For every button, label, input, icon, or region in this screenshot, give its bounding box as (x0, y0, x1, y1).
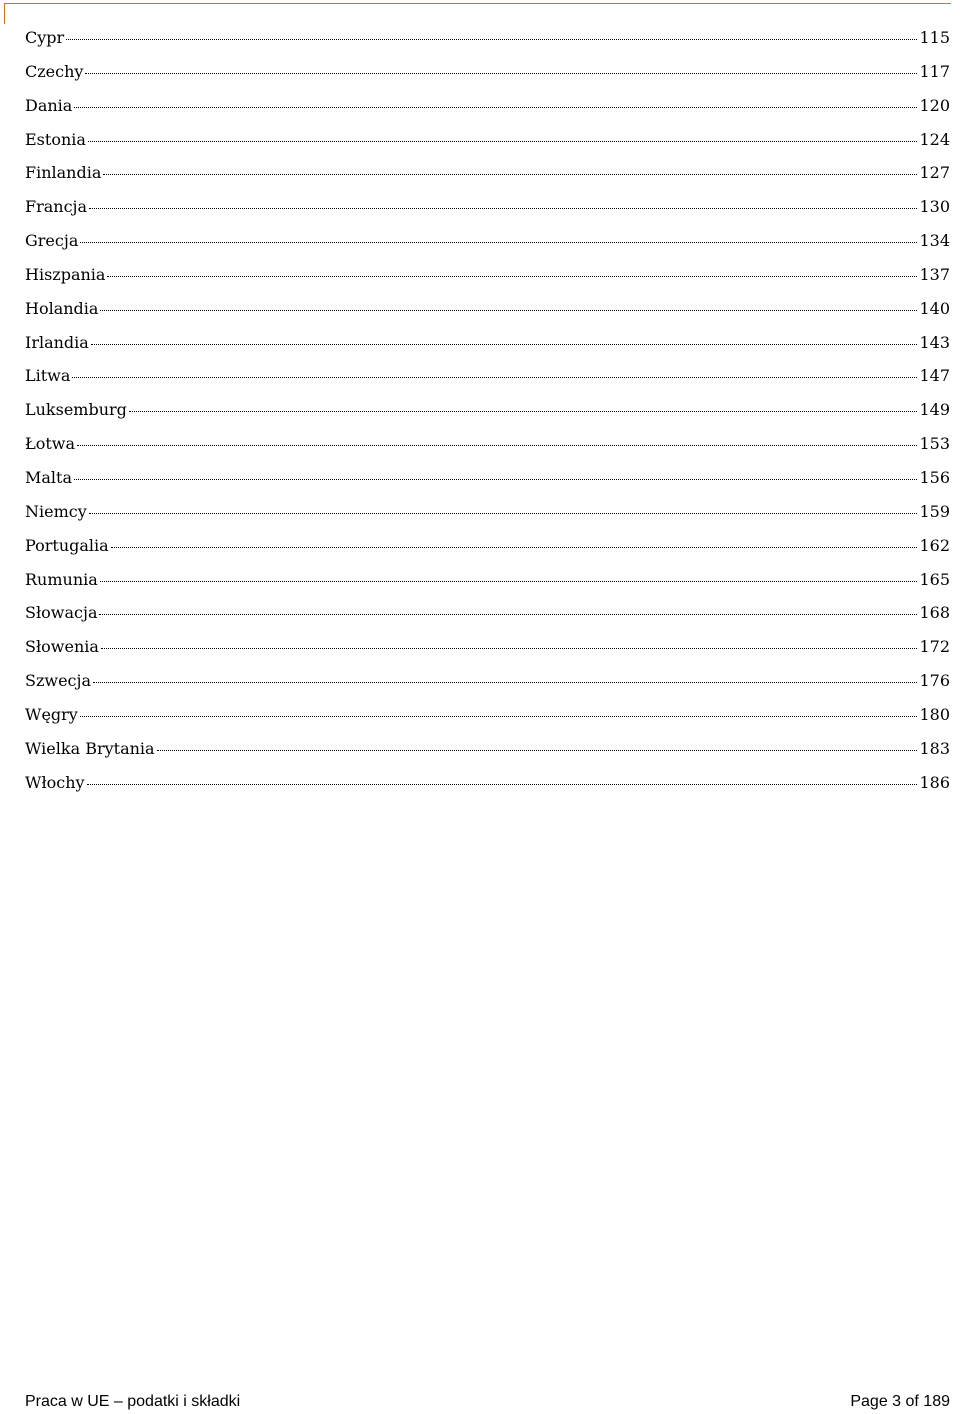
toc-entry[interactable] (25, 434, 950, 468)
toc-entry-page-number: 124 (919, 129, 950, 149)
toc-entry-label: Wielka Brytania (25, 738, 155, 758)
toc-entry-label: Węgry (25, 704, 78, 724)
toc-entry-label: Rumunia (25, 569, 98, 589)
toc-dot-leader (77, 444, 917, 446)
toc-entry-label: Cypr (25, 28, 65, 47)
toc-entry-label: Słowacja (25, 603, 98, 623)
toc-entry-page-number: 156 (919, 467, 950, 487)
toc-entry[interactable] (25, 739, 950, 773)
toc-entry[interactable] (25, 197, 950, 231)
toc-entry[interactable] (25, 637, 950, 671)
toc-dot-leader (89, 207, 917, 209)
toc-dot-leader (66, 38, 917, 40)
toc-entry-page-number: 117 (919, 61, 950, 81)
toc-dot-leader (107, 275, 917, 277)
toc-entry[interactable] (25, 502, 950, 536)
toc-entry-label: Litwa (25, 366, 71, 386)
toc-entry-page-number: 127 (919, 163, 950, 183)
toc-entry-label: Czechy (25, 61, 84, 81)
toc-entry[interactable] (25, 536, 950, 570)
toc-dot-leader (93, 681, 917, 683)
toc-entry-page-number: 153 (919, 434, 950, 454)
toc-dot-leader (85, 72, 917, 74)
toc-dot-leader (100, 580, 918, 582)
toc-entry-page-number: 143 (919, 332, 950, 352)
toc-dot-leader (111, 546, 918, 548)
toc-entry[interactable] (25, 299, 950, 333)
toc-entry[interactable] (25, 96, 950, 130)
toc-entry-page-number: 140 (919, 298, 950, 318)
toc-entry-label: Estonia (25, 129, 86, 149)
toc-entry[interactable] (25, 570, 950, 604)
toc-entry-page-number: 159 (919, 501, 950, 521)
toc-entry-page-number: 186 (919, 772, 950, 792)
toc-entry[interactable] (25, 265, 950, 299)
toc-entry[interactable] (25, 130, 950, 164)
toc-entry-label: Luksemburg (25, 400, 127, 420)
toc-dot-leader (87, 783, 918, 785)
toc-entry-page-number: 137 (919, 264, 950, 284)
toc-entry-page-number: 180 (919, 704, 950, 724)
toc-entry[interactable] (25, 468, 950, 502)
toc-entry-page-number: 147 (919, 366, 950, 386)
toc-dot-leader (89, 512, 918, 514)
toc-entry[interactable] (25, 366, 950, 400)
toc-entry[interactable] (25, 400, 950, 434)
toc-entry-page-number: 165 (919, 569, 950, 589)
toc-dot-leader (100, 309, 917, 311)
toc-entry-label: Słowenia (25, 637, 99, 657)
toc-entry-label: Hiszpania (25, 264, 106, 284)
toc-entry[interactable] (25, 705, 950, 739)
toc-entry-page-number: 172 (919, 637, 950, 657)
toc-entry-label: Holandia (25, 298, 99, 318)
toc-entry-page-number: 183 (919, 738, 950, 758)
footer-page-number: Page 3 of 189 (850, 1393, 950, 1410)
toc-entry-page-number: 162 (919, 535, 950, 555)
toc-entry[interactable] (25, 671, 950, 705)
toc-entry-page-number: 130 (919, 197, 950, 217)
toc-entry-page-number: 168 (919, 603, 950, 623)
toc-entry-label: Szwecja (25, 671, 92, 691)
toc-dot-leader (88, 140, 918, 142)
toc-entry-page-number: 176 (919, 671, 950, 691)
toc-entry-page-number: 149 (919, 400, 950, 420)
toc-dot-leader (80, 241, 917, 243)
toc-dot-leader (74, 106, 917, 108)
toc-entry-label: Finlandia (25, 163, 102, 183)
toc-dot-leader (72, 376, 917, 378)
toc-entry-label: Francja (25, 197, 88, 217)
table-of-contents (25, 28, 950, 806)
toc-dot-leader (91, 343, 918, 345)
footer-document-title: Praca w UE – podatki i składki (25, 1393, 241, 1410)
header-rule-horizontal (4, 3, 951, 4)
header-rule-vertical (4, 3, 5, 24)
toc-dot-leader (103, 173, 917, 175)
toc-entry-label: Irlandia (25, 332, 89, 352)
toc-entry-label: Łotwa (25, 434, 75, 454)
toc-dot-leader (80, 715, 918, 717)
page-footer (25, 1393, 950, 1411)
toc-dot-leader (99, 613, 917, 615)
toc-entry-label: Niemcy (25, 501, 87, 521)
toc-entry[interactable] (25, 62, 950, 96)
toc-entry[interactable] (25, 28, 950, 62)
toc-entry-label: Dania (25, 95, 73, 115)
toc-entry-label: Malta (25, 467, 73, 487)
toc-dot-leader (129, 410, 918, 412)
toc-entry[interactable] (25, 773, 950, 807)
toc-entry[interactable] (25, 231, 950, 265)
toc-entry-label: Włochy (25, 772, 85, 792)
toc-entry[interactable] (25, 163, 950, 197)
toc-entry[interactable] (25, 333, 950, 367)
toc-entry[interactable] (25, 603, 950, 637)
toc-dot-leader (74, 478, 917, 480)
toc-dot-leader (101, 647, 918, 649)
toc-entry-label: Portugalia (25, 535, 109, 555)
toc-entry-page-number: 134 (919, 231, 950, 251)
toc-entry-page-number: 120 (919, 95, 950, 115)
toc-entry-label: Grecja (25, 231, 79, 251)
toc-dot-leader (157, 749, 918, 751)
toc-entry-page-number: 115 (919, 28, 950, 47)
